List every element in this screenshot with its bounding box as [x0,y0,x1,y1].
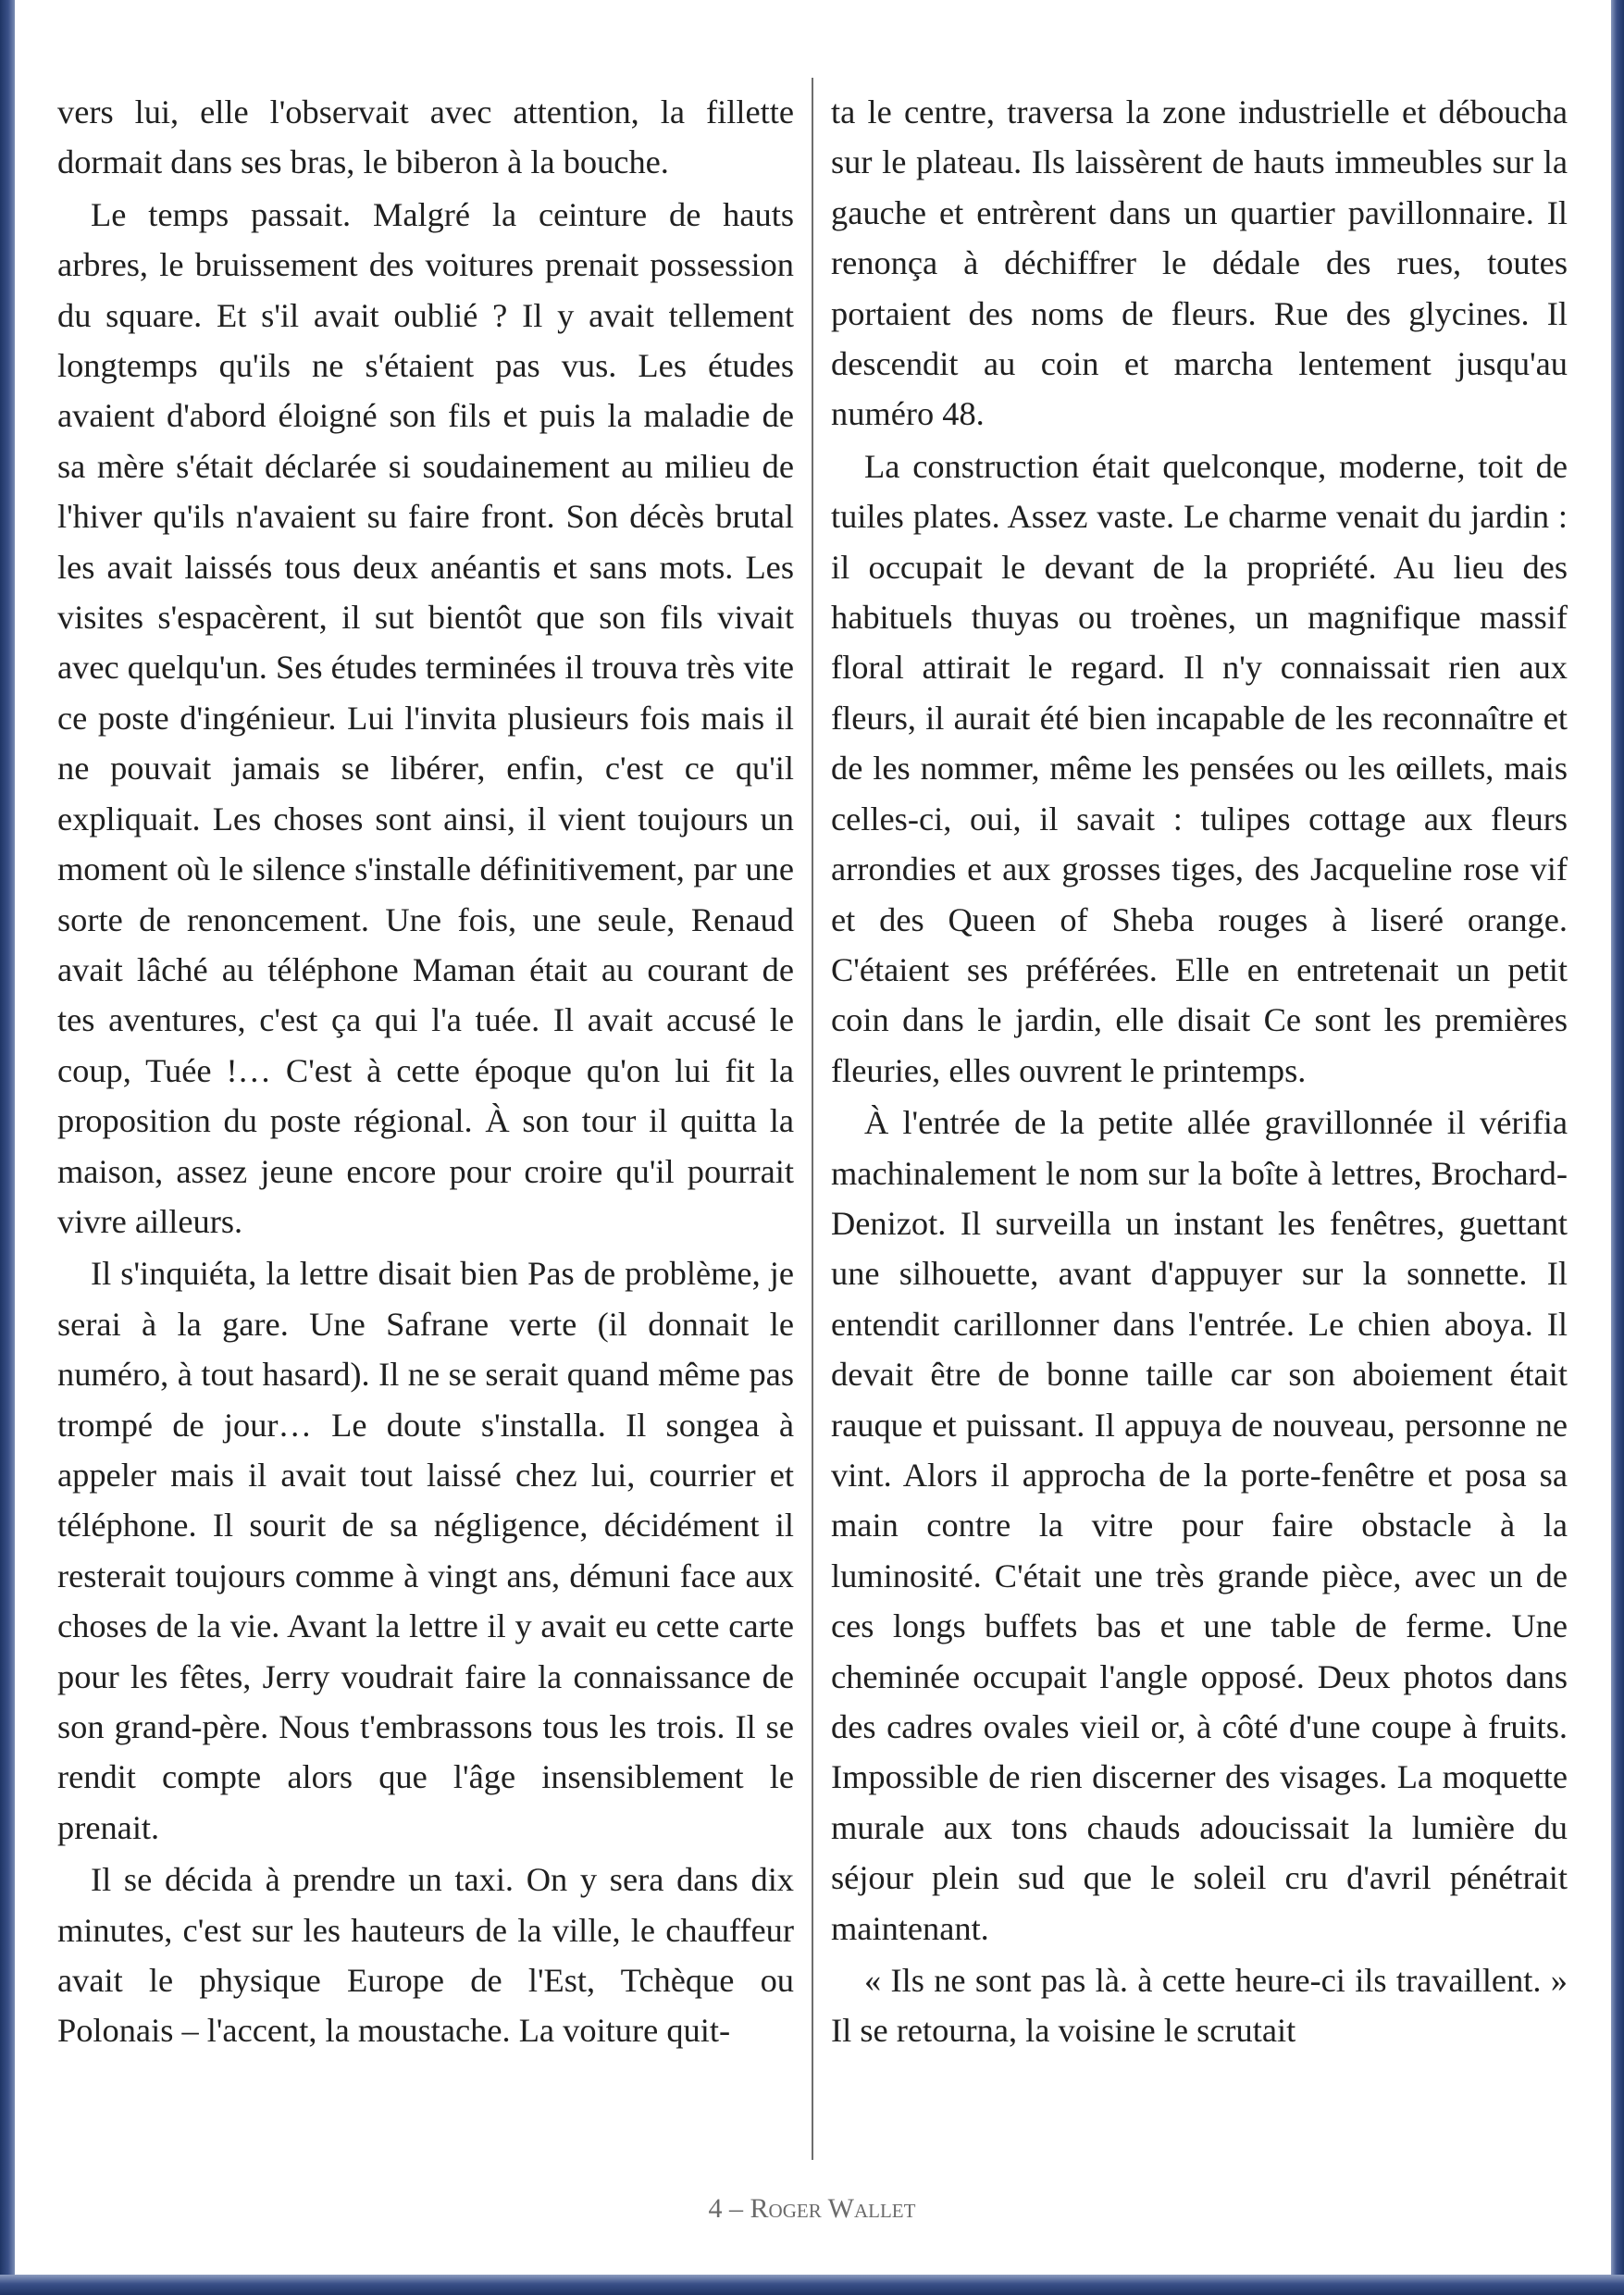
page-border-left [0,0,15,2295]
paragraph: vers lui, elle l'observait avec attention, la fillette dormait dans ses bras, le biberon à la bouche. [57,93,794,181]
paragraph: Le temps passait. Malgré la ceinture de hauts arbres, le bruissement des voitures prenait possession du square. Et s'il avait oublié ? Il y avait tellement longtemps qu'ils ne s'étaient pas vus. Les études avaient d'abord éloigné son fils et puis la maladie de sa mère s'était déclarée si soudainement au milieu de l'hiver qu'ils n'avaient su faire front. Son décès brutal les avait laissés tous deux anéantis et sans mots. Les visites s'espacèrent, il sut bientôt que son fils vivait avec quelqu'un. Ses études terminées il trouva très vite ce poste d'ingénieur. Lui l'invita plusieurs fois mais il ne pouvait jamais se libérer, enfin, c'est ce qu'il expliquait. Les choses sont ainsi, il vient toujours un moment où le silence s'installe définitivement, par une sorte de renoncement. Une fois, une seule, Renaud avait lâché au téléphone Maman était au courant de tes aventures, c'est ça qui l'a tuée. Il avait accusé le coup, Tuée !… C'est à cette époque qu'on lui fit la proposition du poste régional. À son tour il quitta la maison, assez jeune encore pour croire qu'il pourrait vivre ailleurs. [57,195,794,1240]
paragraph: « Ils ne sont pas là. à cette heure-ci ils travaillent. » Il se retourna, la voisine le scrutait [831,1962,1568,2050]
page-border-bottom [0,2275,1624,2295]
paragraph: À l'entrée de la petite allée gravillonnée il vérifia machinalement le nom sur la boîte à lettres, Brochard-Denizot. Il surveilla un instant les fenêtres, guettant une silhouette, avant d'appuyer sur la sonnette. Il entendit carillonner dans l'entrée. Le chien aboya. Il devait être de bonne taille car son aboiement était rauque et puissant. Il appuya de nouveau, personne ne vint. Alors il approcha de la porte-fenêtre et posa sa main contre la vitre pour faire obstacle à la luminosité. C'était une très grande pièce, avec un de ces longs buffets bas et une table de ferme. Une cheminée occupait l'angle opposé. Deux photos dans des cadres ovales vieil or, à côté d'une coupe à fruits. Impossible de rien discerner des visages. La moquette murale aux tons chauds adoucissait la lumière du séjour plein sud que le soleil cru d'avril pénétrait maintenant. [831,1104,1568,1947]
page-number: 4 [708,2193,723,2224]
column-divider [812,78,813,2160]
page-footer [0,2193,1624,2225]
footer-separator: – [729,2193,744,2224]
paragraph: La construction était quelconque, moderne, toit de tuiles plates. Assez vaste. Le charme venait du jardin : il occupait le devant de la propriété. Au lieu des habituels thuyas ou troènes, un magnifique massif floral attirait le regard. Il n'y connaissait rien aux fleurs, il aurait été bien incapable de les reconnaître et de les nommer, même les pensées ou les œillets, mais celles-ci, oui, il savait : tulipes cottage aux fleurs arrondies et aux grosses tiges, des Jacqueline rose vif et des Queen of Sheba rouges à liseré orange. C'étaient ses préférées. Elle en entretenait un petit coin dans le jardin, elle disait Ce sont les premières fleuries, elles ouvrent le printemps. [831,447,1568,1089]
author-name: Roger Wallet [750,2193,916,2224]
text-column-left [57,87,794,2152]
paragraph: ta le centre, traversa la zone industrielle et déboucha sur le plateau. Ils laissèrent de hauts immeubles sur la gauche et entrèrent dans un quartier pavillonnaire. Il renonça à déchiffrer le dédale des rues, toutes portaient des noms de fleurs. Rue des glycines. Il descendit au coin et marcha lentement jusqu'au numéro 48. [831,93,1568,433]
text-column-right [831,87,1568,2152]
paragraph: Il s'inquiéta, la lettre disait bien Pas de problème, je serai à la gare. Une Safrane verte (il donnait le numéro, à tout hasard). Il ne se serait quand même pas trompé de jour… Le doute s'installa. Il songea à appeler mais il avait tout laissé chez lui, courrier et téléphone. Il sourit de sa négligence, décidément il resterait toujours comme à vingt ans, démuni face aux choses de la vie. Avant la lettre il y avait eu cette carte pour les fêtes, Jerry voudrait faire la connaissance de son grand-père. Nous t'embrassons tous les trois. Il se rendit compte alors que l'âge insensiblement le prenait. [57,1255,794,1846]
paragraph: Il se décida à prendre un taxi. On y sera dans dix minutes, c'est sur les hauteurs de la ville, le chauffeur avait le physique Europe de l'Est, Tchèque ou Polonais – l'accent, la moustache. La voiture quit- [57,1861,794,2050]
page-border-right [1611,0,1624,2295]
